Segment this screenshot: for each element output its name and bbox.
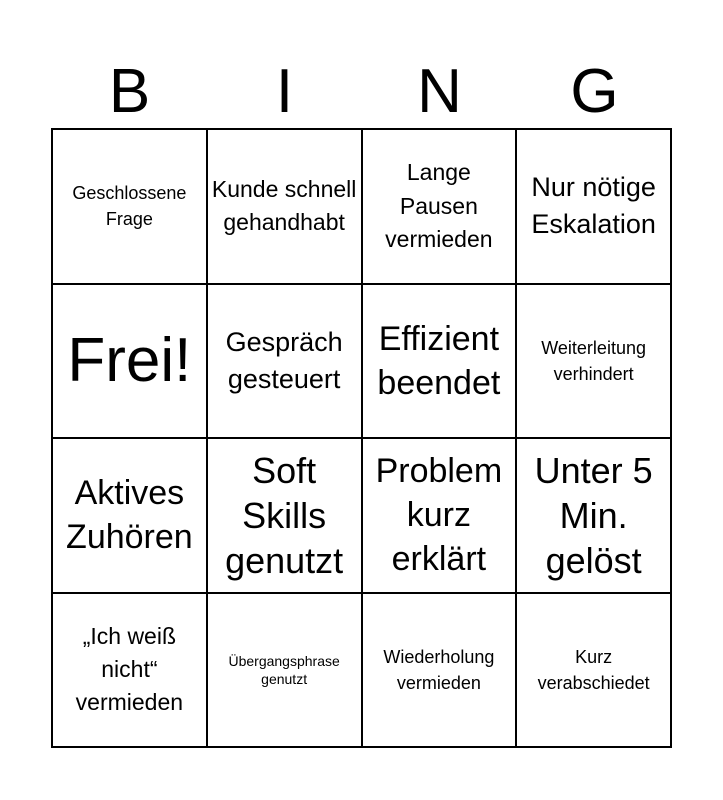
cell-text: Unter 5 Min. gelöst [534,449,653,581]
cell-text: Problem kurz erklärt [375,451,503,579]
bingo-header [52,56,672,128]
cell-text: Übergangsphrase genutzt [228,652,340,687]
cell-text: Gespräch gesteuert [225,326,343,394]
cell-text: Effizient beendet [377,319,501,402]
bingo-cell[interactable] [208,439,363,594]
bingo-cell[interactable] [517,130,672,285]
bingo-cell[interactable] [208,130,363,285]
bingo-cell[interactable] [53,130,208,285]
bingo-cell[interactable] [208,594,363,749]
cell-text: Geschlossene Frage [72,183,187,230]
bingo-cell[interactable] [363,439,518,594]
header-letter-n: N [417,57,462,126]
bingo-cell[interactable] [363,130,518,285]
free-space-text: Frei! [67,325,192,395]
header-letter-b: B [108,57,151,126]
header-letter-i: I [275,57,294,126]
cell-text: Lange Pausen vermieden [385,159,493,252]
bingo-cell[interactable] [363,594,518,749]
bingo-grid [51,128,672,748]
bingo-cell[interactable] [517,439,672,594]
cell-text: „Ich weiß nicht“ vermieden [75,622,184,716]
free-space-cell[interactable] [53,285,208,440]
bingo-cell[interactable] [363,285,518,440]
cell-text: Wiederholung vermieden [383,646,495,693]
cell-text: Kurz verabschiedet [537,646,650,693]
cell-text: Soft Skills genutzt [225,449,344,581]
bingo-cell[interactable] [53,439,208,594]
cell-text: Nur nötige Eskalation [531,172,656,240]
header-letter-g: G [570,57,619,126]
bingo-cell[interactable] [517,285,672,440]
cell-text: Weiterleitung verhindert [541,337,646,384]
bingo-cell[interactable] [53,594,208,749]
bingo-cell[interactable] [517,594,672,749]
cell-text: Kunde schnell gehandhabt [211,175,357,236]
bingo-cell[interactable] [208,285,363,440]
cell-text: Aktives Zuhören [66,474,193,557]
